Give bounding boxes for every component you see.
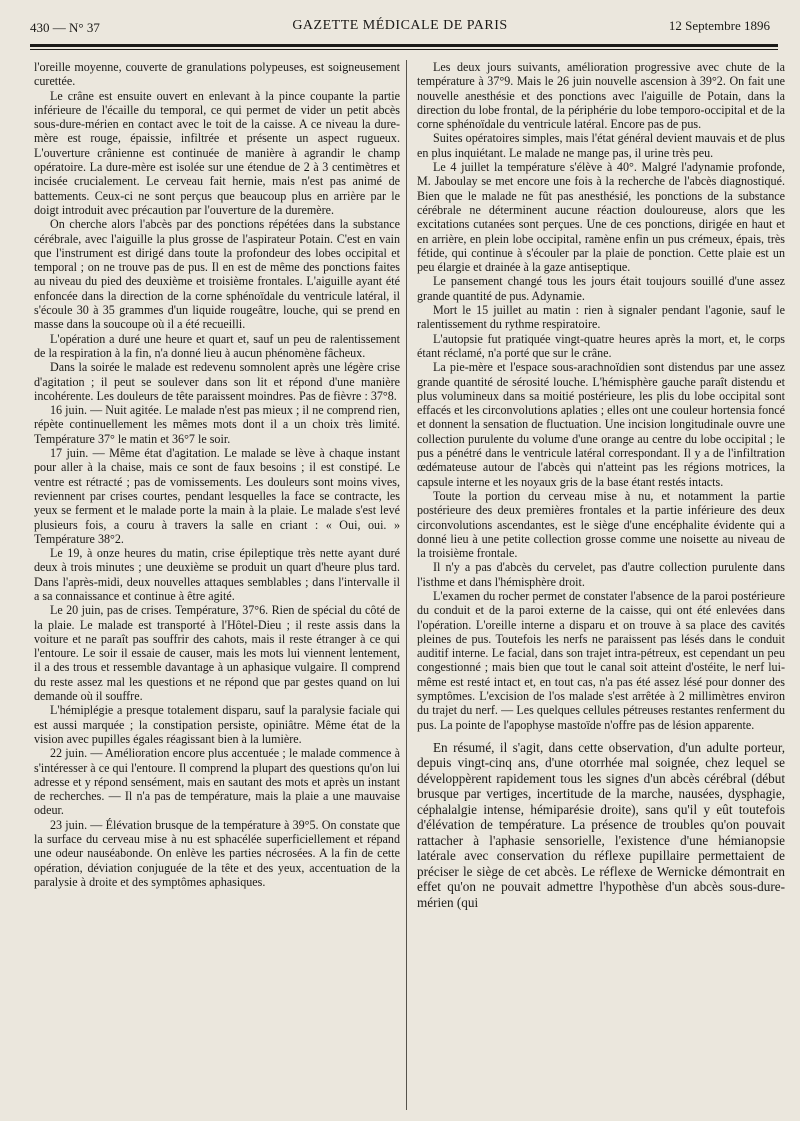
paragraph: L'hémiplégie a presque totalement disparu, sauf la paralysie faciale qui est aussi marquée ; la constipation persiste, opiniâtre. Même état de la vision avec pupilles égales réagissant bien à la lumière.: [34, 703, 400, 746]
issue-date: 12 Septembre 1896: [668, 18, 770, 33]
paragraph: On cherche alors l'abcès par des ponctions répétées dans la substance cérébrale, avec l'aiguille la plus grosse de l'aspirateur Potain. C'est en vain que l'instrument est dirigé dans toute la profondeur des lobes occipital et temporal ; on ne trouve pas de pus. Il en est de même des ponctions faites au niveau du pied des deuxième et troisième frontales. L'aiguille ayant été enfoncée dans la direction de la corne sphénoïdale du ventricule latéral, il s'écoule 30 à 35 grammes d'un liquide rougeâtre, louche, qui se prend en masse dans la soucoupe où il a été recueilli.: [34, 217, 400, 332]
paragraph: L'autopsie fut pratiquée vingt-quatre heures après la mort, et, le corps étant réclamé, n'a porté que sur le crâne.: [417, 331, 785, 360]
page-number: 430 — N° 37: [30, 20, 100, 35]
paragraph: Suites opératoires simples, mais l'état général devient mauvais et de plus en plus inquiétant. Le malade ne mange pas, il urine très peu.: [417, 131, 785, 160]
right-column: [417, 60, 785, 910]
left-column: [34, 60, 400, 889]
paragraph: 16 juin. — Nuit agitée. Le malade n'est pas mieux ; il ne comprend rien, répète continuellement les mêmes mots dont il a un choix très limité. Température 37° le matin et 36°7 le soir.: [34, 403, 400, 446]
paragraph: Le 4 juillet la température s'élève à 40°. Malgré l'adynamie profonde, M. Jaboulay se met encore une fois à la recherche de l'abcès diagnostiqué. Bien que le malade ne fût pas anesthésié, les ponctions de la substance cérébrale ne déterminent aucune réaction douloureuse, alors que les excitations cutanées sont perçues. Une de ces ponctions, dirigée en haut et en arrière, en plein lobe occipital, ramène enfin un pus crémeux, épais, très fétide, qui continue à s'écouler par la plaie de ponction. Cette plaie est un peu élargie et drainée à la gaze antiseptique.: [417, 160, 785, 275]
paragraph: Le pansement changé tous les jours était toujours souillé d'une assez grande quantité de pus. Adynamie.: [417, 274, 785, 303]
summary-paragraph: En résumé, il s'agit, dans cette observation, d'un adulte porteur, depuis vingt-cinq ans, d'une otorrhée mal soignée, chez lequel se développèrent rapidement tous les signes d'un abcès cérébral (début brusque par vertiges, incertitude de la marche, nausées, dysphagie, céphalalgie intense, hémiparésie droite), sans qu'il y eût toutefois d'élévation de température. La présence de troubles qu'on pouvait rattacher à l'aphasie sensorielle, l'existence d'une hémianopsie latérale avec conservation du réflexe pupillaire permettaient de préciser le siège de cet abcès. Le réflexe de Wernicke démontrait en effet qu'on ne pouvait admettre l'hypothèse d'un abcès sous-dure-mérien (qui: [417, 739, 785, 910]
header-rule-thin: [30, 49, 778, 50]
paragraph: 23 juin. — Élévation brusque de la température à 39°5. On constate que la surface du cerveau mise à nu est sphacélée superficiellement et répand une odeur nauséabonde. On enlève les parties nécrosées. A la fin de cette opération, déviation conjuguée de la tête et des yeux, accentuation de la paralysie à droite et des symptômes aphasiques.: [34, 817, 400, 889]
paragraph: L'examen du rocher permet de constater l'absence de la paroi postérieure du conduit et de la paroi externe de la caisse, qui ont été enlevées dans l'opération. L'oreille interne a disparu et on trouve à sa place des cavités pleines de pus. Toutefois les nerfs ne paraissent pas lésés dans le conduit auditif interne. Le facial, dans son trajet intra-pétreux, est cependant un peu congestionné ; mais bien que tout le canal soit atteint d'ostéite, le nerf lui-même est resté intact et, en tout cas, n'a pas été assez lésé pour donner des symptômes. L'excision de l'os malade s'est arrêtée à 2 millimètres environ du trajet du nerf. — Les quelques cellules pétreuses restantes renferment du pus. La pointe de l'apophyse mastoïde n'offre pas de lésion apparente.: [417, 588, 785, 732]
page-header: [30, 16, 770, 40]
paragraph: Toute la portion du cerveau mise à nu, et notamment la partie postérieure des deux premières frontales et la partie inférieure des deux circonvolutions ascendantes, est le siège d'une encéphalite évidente qui a donné lieu à une petite collection grosse comme une noisette au niveau de la troisième frontale.: [417, 488, 785, 561]
paragraph: Le 19, à onze heures du matin, crise épileptique très nette ayant duré deux à trois minutes ; une deuxième se produit un quart d'heure plus tard. Dans l'après-midi, deux nouvelles attaques semblables ; dans l'intervalle il a sa connaissance et continue à être agité.: [34, 546, 400, 603]
column-divider: [406, 60, 407, 1110]
journal-title: GAZETTE MÉDICALE DE PARIS: [292, 18, 508, 33]
paragraph: 22 juin. — Amélioration encore plus accentuée ; le malade commence à s'intéresser à ce qui l'entoure. Il comprend la plupart des questions qu'on lui adresse et y répond sensément, mais en sautant des mots et après un instant de recherches. — Il n'a pas de température, mais la plaie a une mauvaise odeur.: [34, 746, 400, 818]
paragraph: Dans la soirée le malade est redevenu somnolent après une légère crise d'agitation ; il peut se soulever dans son lit et répond d'une manière incohérente. Les douleurs de tête paraissent moindres. Pas de fièvre : 37°8.: [34, 360, 400, 403]
paragraph: Il n'y a pas d'abcès du cervelet, pas d'autre collection purulente dans l'isthme et dans l'hémisphère droit.: [417, 560, 785, 589]
paragraph: La pie-mère et l'espace sous-arachnoïdien sont distendus par une assez grande quantité de sérosité louche. L'hémisphère gauche paraît distendu et plus volumineux dans sa moitié postérieure, les plis du lobe occipital sont effacés et les circonvolutions aplaties ; elles ont une couleur hortensia foncé et donnent la sensation de fluctuation. Une incision longitudinale ouvre une collection purulente du volume d'une orange au centre du lobe occipital ; le pus a pénétré dans le ventricule latéral correspondant. Il y a de l'infiltration œdémateuse autour de l'abcès qui n'atteint pas les régions motrices, la capsule interne et les noyaux gris de la base étant restés intacts.: [417, 360, 785, 489]
header-rule: [30, 44, 778, 47]
paragraph: l'oreille moyenne, couverte de granulations polypeuses, est soigneusement curettée.: [34, 60, 400, 89]
paragraph: L'opération a duré une heure et quart et, sauf un peu de ralentissement de la respiration à la fin, n'a donné lieu à aucun phénomène fâcheux.: [34, 331, 400, 360]
paragraph: Le crâne est ensuite ouvert en enlevant à la pince coupante la partie inférieure de l'écaille du temporal, ce qui permet de vider un petit abcès sous-dure-mérien en contact avec le toit de la caisse. A ce niveau la dure-mère est rouge, épaissie, infiltrée et présente un aspect rugueux. L'ouverture crânienne est continuée de manière à agrandir le champ opératoire. La dure-mère est isolée sur une étendue de 2 à 3 centimètres et incisée crucialement. Le cerveau fait hernie, mais n'est pas animé de battements. Ceux-ci ne sont perçus que beaucoup plus en arrière par le doigt introduit avec précaution par l'ouverture de la duremère.: [34, 88, 400, 217]
paragraph: 17 juin. — Même état d'agitation. Le malade se lève à chaque instant pour aller à la chaise, mais ce sont de faux besoins ; il est constipé. Le ventre est rétracté ; pas de vomissements. Les douleurs sont moins vives, reviennent par crises courtes, pendant lesquelles la face se contracte, les yeux se ferment et le malade porte la main à la plaie. Le malade s'est levé plusieurs fois, a couru à travers la salle en criant : « Oui, oui. » Température 38°2.: [34, 446, 400, 546]
paragraph: Mort le 15 juillet au matin : rien à signaler pendant l'agonie, sauf le ralentissement du rythme respiratoire.: [417, 303, 785, 332]
paragraph: Les deux jours suivants, amélioration progressive avec chute de la température à 37°9. Mais le 26 juin nouvelle ascension à 39°2. On fait une nouvelle anesthésie et des ponctions avec l'aiguille de Potain, dans la direction du lobe frontal, de la périphérie du lobe temporo-occipital et de la corne sphénoïdale du ventricule latéral. Encore pas de pus.: [417, 60, 785, 132]
paragraph: Le 20 juin, pas de crises. Température, 37°6. Rien de spécial du côté de la plaie. Le malade est transporté à l'Hôtel-Dieu ; il reste assis dans la voiture et ne paraît pas souffrir des cahots, mais il reste étranger à ce qui l'entoure. Le soir il essaie de causer, mais les mots lui viennent lentement, il a des trous et ressemble davantage à un aphasique vulgaire. Il comprend du reste assez mal les questions et ne répond que par gestes quand on lui demande où il souffre.: [34, 603, 400, 704]
